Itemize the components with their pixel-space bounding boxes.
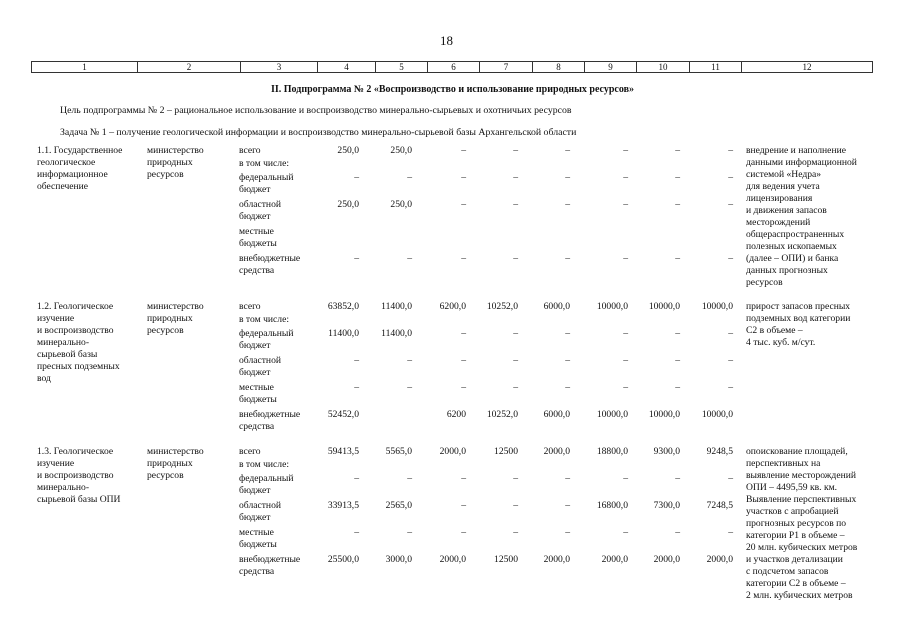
funding-value: 2000,0 (439, 554, 466, 565)
funding-value: 63852,0 (327, 301, 359, 312)
funding-value: – (354, 172, 359, 183)
funding-value: – (461, 382, 466, 393)
funding-value: 6000,0 (543, 409, 570, 420)
funding-value: – (623, 328, 628, 339)
funding-value: – (513, 473, 518, 484)
funding-value: – (623, 145, 628, 156)
funding-source-line: местные (239, 527, 274, 538)
expected-result-line: выявление месторождений (746, 470, 856, 481)
executor-line: министерство (147, 145, 204, 156)
executor-line: ресурсов (147, 325, 184, 336)
funding-value: – (354, 527, 359, 538)
funding-source-line: в том числе: (239, 314, 290, 325)
expected-result-line: прирост запасов пресных (746, 301, 851, 312)
expected-result-line: и движения запасов (746, 205, 827, 216)
expected-result (746, 301, 876, 349)
measure-name-line: минерально- (37, 482, 90, 493)
funding-value: 12500 (494, 554, 518, 565)
funding-value: – (513, 355, 518, 366)
funding-value: 33913,5 (327, 500, 359, 511)
executor-line: министерство (147, 301, 204, 312)
funding-value: 59413,5 (327, 446, 359, 457)
funding-source-line: всего (239, 446, 261, 457)
funding-source-line: областной (239, 355, 282, 366)
funding-source-line: средства (239, 265, 275, 276)
funding-source-line: всего (239, 145, 261, 156)
funding-value: – (728, 199, 733, 210)
funding-value: – (461, 355, 466, 366)
funding-value: – (728, 145, 733, 156)
funding-value: – (728, 253, 733, 264)
expected-result-line: ресурсов (746, 277, 783, 288)
expected-result-line: ОПИ – 4495,59 кв. км. (746, 482, 838, 493)
funding-source (239, 226, 317, 250)
funding-value: – (565, 382, 570, 393)
funding-value: – (354, 382, 359, 393)
funding-value: – (675, 355, 680, 366)
expected-result-line: с подсчетом запасов (746, 566, 829, 577)
measure-name-line: изучение (37, 458, 75, 469)
expected-result-line: (далее – ОПИ) и банка (746, 253, 839, 264)
funding-value: 2000,0 (601, 554, 628, 565)
funding-value: – (675, 199, 680, 210)
funding-source-line: бюджеты (239, 539, 277, 550)
funding-value: – (623, 172, 628, 183)
funding-value: 5565,0 (385, 446, 412, 457)
funding-source-line: областной (239, 500, 282, 511)
funding-value: – (623, 527, 628, 538)
subprogram-title: II. Подпрограмма № 2 «Воспроизводство и использование природных ресурсов» (271, 84, 634, 95)
subprogram-goal: Цель подпрограммы № 2 – рациональное использование и воспроизводство минерально-сырьевых и охотничьих ресурсов (60, 105, 572, 116)
measure-name-line: и воспроизводство (37, 325, 114, 336)
expected-result-line: лицензирования (746, 193, 813, 204)
funding-source-line: бюджет (239, 512, 271, 523)
funding-value: – (565, 527, 570, 538)
funding-value: – (675, 382, 680, 393)
executor-line: природных (147, 458, 193, 469)
measure-name-line: обеспечение (37, 181, 89, 192)
expected-result-line: 4 тыс. куб. м/сут. (746, 337, 816, 348)
measure-name-line: минерально- (37, 337, 90, 348)
expected-result (746, 145, 876, 289)
funding-value: – (675, 253, 680, 264)
expected-result-line: полезных ископаемых (746, 241, 837, 252)
measure-name (37, 446, 141, 506)
funding-value: – (513, 500, 518, 511)
funding-value: 7300,0 (653, 500, 680, 511)
expected-result-line: опоискование площадей, (746, 446, 848, 457)
funding-value: 9248,5 (706, 446, 733, 457)
funding-value: 25500,0 (327, 554, 359, 565)
subprogram-task: Задача № 1 – получение геологической информации и воспроизводство минерально-сырьевой базы Архангельской области (60, 127, 577, 138)
funding-source-line: внебюджетные (239, 409, 301, 420)
funding-source-line: бюджеты (239, 238, 277, 249)
funding-source-line: бюджет (239, 211, 271, 222)
funding-value: 11400,0 (328, 328, 359, 339)
funding-value: – (354, 253, 359, 264)
funding-source-line: бюджеты (239, 394, 277, 405)
executor-line: министерство (147, 446, 204, 457)
header-column-11: 11 (689, 61, 742, 73)
measure-name (37, 301, 141, 385)
expected-result-line: подземных вод категории (746, 313, 851, 324)
header-column-9: 9 (584, 61, 637, 73)
funding-value: 12500 (494, 446, 518, 457)
funding-value: 250,0 (337, 145, 359, 156)
funding-value: – (675, 473, 680, 484)
funding-value: 10000,0 (701, 301, 733, 312)
funding-source-line: бюджет (239, 485, 271, 496)
funding-value: 11400,0 (381, 328, 412, 339)
header-column-10: 10 (636, 61, 690, 73)
header-column-1: 1 (31, 61, 138, 73)
expected-result-line: месторождений (746, 217, 811, 228)
funding-value: 2000,0 (543, 446, 570, 457)
funding-value: 2565,0 (385, 500, 412, 511)
expected-result-line: данных прогнозных (746, 265, 828, 276)
measure-name (37, 145, 141, 193)
funding-value: – (565, 500, 570, 511)
expected-result-line: категории С2 в объеме – (746, 578, 846, 589)
header-column-7: 7 (479, 61, 533, 73)
executor-line: природных (147, 313, 193, 324)
funding-value: – (407, 527, 412, 538)
funding-source-line: бюджет (239, 367, 271, 378)
funding-value: – (407, 355, 412, 366)
expected-result-line: внедрение и наполнение (746, 145, 846, 156)
funding-value: – (565, 253, 570, 264)
funding-value: – (565, 199, 570, 210)
funding-source (239, 459, 317, 471)
funding-source-line: в том числе: (239, 459, 290, 470)
funding-source-line: бюджет (239, 184, 271, 195)
funding-value: – (513, 328, 518, 339)
expected-result-line: данными информационной (746, 157, 857, 168)
funding-value: – (623, 355, 628, 366)
funding-value: 11400,0 (381, 301, 412, 312)
measure-name-line: 1.2. Геологическое (37, 301, 114, 312)
funding-value: 6000,0 (543, 301, 570, 312)
funding-value: 2000,0 (653, 554, 680, 565)
expected-result-line: С2 в объеме – (746, 325, 803, 336)
funding-source-line: средства (239, 421, 275, 432)
expected-result-line: 20 млн. кубических метров (746, 542, 858, 553)
funding-value: 10000,0 (648, 409, 680, 420)
expected-result-line: участков с апробацией (746, 506, 839, 517)
expected-result-line: и участков детализации (746, 554, 843, 565)
funding-value: – (461, 473, 466, 484)
funding-value: – (407, 473, 412, 484)
header-column-12: 12 (741, 61, 873, 73)
funding-value: – (675, 328, 680, 339)
measure-name-line: 1.3. Геологическое (37, 446, 114, 457)
measure-name-line: изучение (37, 313, 75, 324)
funding-value: – (623, 473, 628, 484)
funding-value: – (728, 382, 733, 393)
funding-value: 7248,5 (706, 500, 733, 511)
funding-value: – (513, 382, 518, 393)
funding-value: – (461, 199, 466, 210)
funding-value: – (565, 473, 570, 484)
funding-source-line: местные (239, 226, 274, 237)
funding-value: – (461, 527, 466, 538)
funding-value: 10000,0 (596, 301, 628, 312)
funding-value: – (565, 172, 570, 183)
funding-value: 2000,0 (543, 554, 570, 565)
funding-value: – (461, 145, 466, 156)
funding-value: 10000,0 (701, 409, 733, 420)
funding-value: – (623, 253, 628, 264)
measure-name-line: пресных подземных (37, 361, 120, 372)
funding-value: – (513, 172, 518, 183)
funding-source-line: внебюджетные (239, 554, 301, 565)
funding-value: – (675, 172, 680, 183)
header-column-2: 2 (137, 61, 241, 73)
funding-source-line: местные (239, 382, 274, 393)
funding-value: 10000,0 (648, 301, 680, 312)
header-column-6: 6 (427, 61, 480, 73)
executor-line: ресурсов (147, 470, 184, 481)
funding-source (239, 158, 317, 170)
funding-value: 250,0 (390, 199, 412, 210)
expected-result-line: 2 млн. кубических метров (746, 590, 853, 601)
header-column-5: 5 (375, 61, 428, 73)
funding-value: 16800,0 (596, 500, 628, 511)
measure-name-line: сырьевой базы ОПИ (37, 494, 121, 505)
expected-result-line: перспективных на (746, 458, 821, 469)
funding-value: 18800,0 (596, 446, 628, 457)
funding-value: – (354, 473, 359, 484)
measure-name-line: геологическое (37, 157, 96, 168)
funding-value: – (407, 172, 412, 183)
funding-source-line: федеральный (239, 172, 294, 183)
expected-result (746, 446, 876, 602)
funding-source-line: федеральный (239, 473, 294, 484)
funding-source-line: в том числе: (239, 158, 290, 169)
measure-name-line: 1.1. Государственное (37, 145, 123, 156)
funding-source-line: средства (239, 566, 275, 577)
funding-source-line: областной (239, 199, 282, 210)
expected-result-line: общераспространенных (746, 229, 845, 240)
funding-value: – (728, 172, 733, 183)
expected-result-line: прогнозных ресурсов по (746, 518, 847, 529)
funding-source-line: всего (239, 301, 261, 312)
executor-line: природных (147, 157, 193, 168)
funding-value: 10000,0 (596, 409, 628, 420)
funding-value: – (461, 328, 466, 339)
measure-name-line: вод (37, 373, 51, 384)
funding-value: 6200 (446, 409, 466, 420)
funding-value: – (675, 145, 680, 156)
funding-value: 250,0 (337, 199, 359, 210)
funding-value: 3000,0 (385, 554, 412, 565)
expected-result-line: для ведения учета (746, 181, 820, 192)
funding-value: – (461, 253, 466, 264)
funding-value: 2000,0 (439, 446, 466, 457)
funding-source-line: федеральный (239, 328, 294, 339)
measure-executor (147, 446, 237, 482)
funding-value: – (513, 253, 518, 264)
funding-source-line: внебюджетные (239, 253, 301, 264)
funding-value: – (407, 253, 412, 264)
header-column-8: 8 (532, 61, 585, 73)
expected-result-line: Выявление перспективных (746, 494, 857, 505)
header-column-3: 3 (240, 61, 318, 73)
funding-value: – (728, 527, 733, 538)
funding-value: – (728, 473, 733, 484)
funding-value: 52452,0 (327, 409, 359, 420)
funding-value: 9300,0 (653, 446, 680, 457)
header-column-4: 4 (317, 61, 376, 73)
funding-value: – (565, 145, 570, 156)
funding-value: – (565, 328, 570, 339)
measure-executor (147, 301, 237, 337)
funding-value: – (513, 527, 518, 538)
funding-source-line: бюджет (239, 340, 271, 351)
funding-value: – (623, 382, 628, 393)
funding-value: 2000,0 (706, 554, 733, 565)
measure-name-line: и воспроизводство (37, 470, 114, 481)
funding-value: – (623, 199, 628, 210)
funding-source (239, 314, 317, 326)
funding-value: – (513, 199, 518, 210)
funding-value: – (728, 355, 733, 366)
funding-value: 10252,0 (486, 301, 518, 312)
measure-executor (147, 145, 237, 181)
funding-value: – (513, 145, 518, 156)
funding-value: – (728, 328, 733, 339)
executor-line: ресурсов (147, 169, 184, 180)
funding-value: – (565, 355, 570, 366)
measure-name-line: сырьевой базы (37, 349, 98, 360)
funding-value: – (675, 527, 680, 538)
funding-value: 250,0 (390, 145, 412, 156)
funding-value: – (461, 172, 466, 183)
funding-value: 6200,0 (439, 301, 466, 312)
funding-value: – (407, 382, 412, 393)
measure-name-line: информационное (37, 169, 108, 180)
page-number: 18 (440, 33, 453, 48)
funding-value: – (354, 355, 359, 366)
funding-value: 10252,0 (486, 409, 518, 420)
expected-result-line: системой «Недра» (746, 169, 822, 180)
funding-value: – (461, 500, 466, 511)
expected-result-line: категории Р1 в объеме – (746, 530, 845, 541)
